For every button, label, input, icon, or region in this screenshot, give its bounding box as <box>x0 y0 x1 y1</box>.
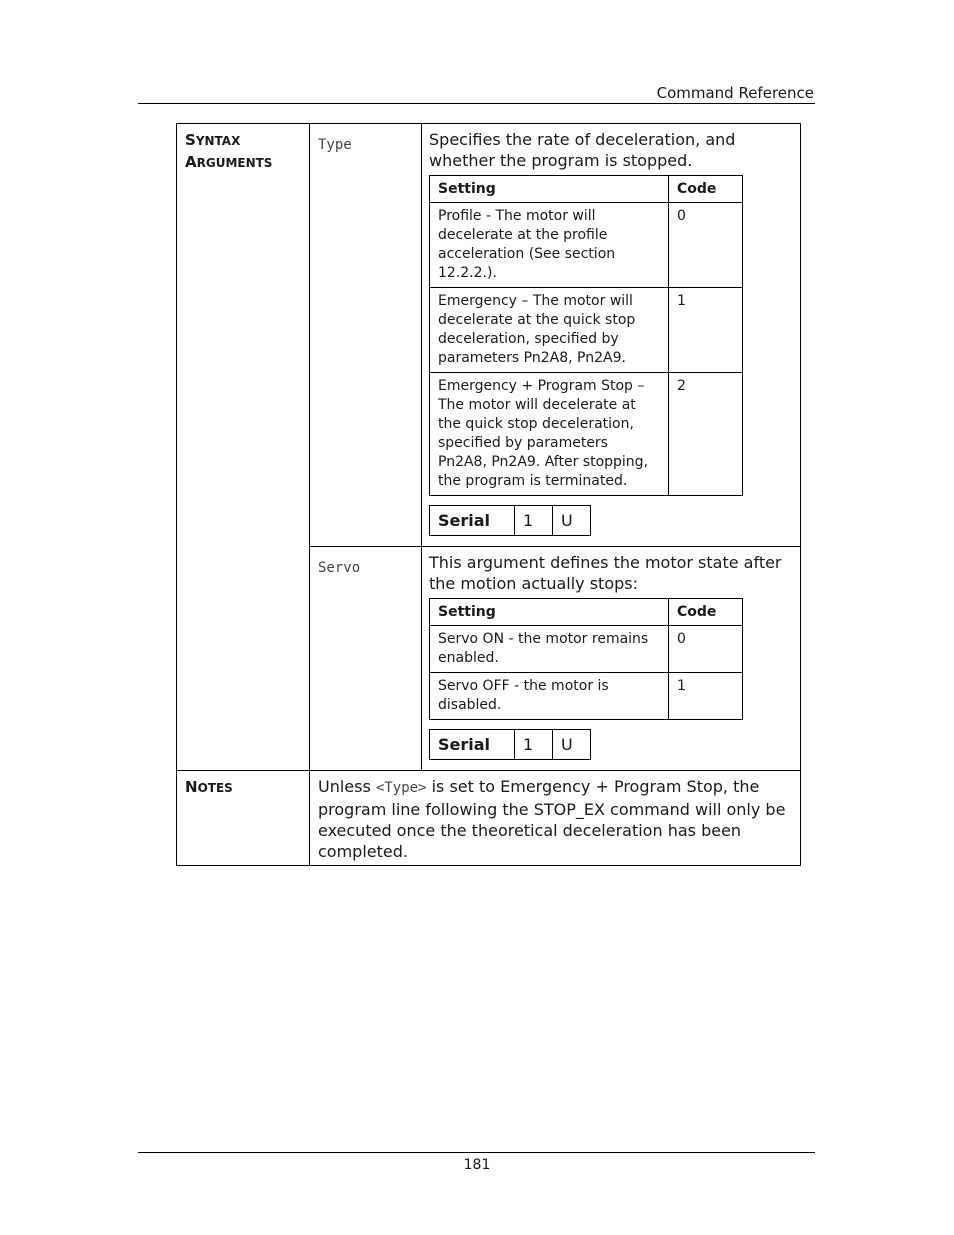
notes-row <box>177 771 801 866</box>
code-cell: 1 <box>669 288 743 373</box>
argument-description-type: Specifies the rate of deceleration, and whether the program is stopped. <box>429 130 736 170</box>
syntax-arguments-label-cell <box>177 124 310 771</box>
notes-label-cell <box>177 771 310 866</box>
code-cell: 0 <box>669 203 743 288</box>
serial-row <box>430 730 591 760</box>
serial-table-servo <box>429 729 591 760</box>
code-cell: 1 <box>669 673 743 720</box>
argument-name-cell <box>310 124 422 547</box>
setting-column-header: Setting <box>430 599 669 626</box>
argument-description-servo: This argument defines the motor state after the motion actually stops: <box>429 553 782 593</box>
syntax-arguments-label: SYNTAX ARGUMENTS <box>185 131 273 171</box>
settings-table-type <box>429 175 743 496</box>
serial-table-type <box>429 505 591 536</box>
argument-name-type: Type <box>318 137 352 153</box>
table-row <box>430 673 743 720</box>
serial-unit: U <box>553 506 591 536</box>
notes-text-cell <box>310 771 801 866</box>
code-column-header: Code <box>669 176 743 203</box>
setting-column-header: Setting <box>430 176 669 203</box>
serial-label: Serial <box>430 506 515 536</box>
setting-cell: Servo OFF - the motor is disabled. <box>430 673 669 720</box>
argument-row-type <box>177 124 801 547</box>
argument-name-cell <box>310 547 422 771</box>
table-row <box>430 373 743 496</box>
code-column-header: Code <box>669 599 743 626</box>
setting-cell: Servo ON - the motor remains enabled. <box>430 626 669 673</box>
setting-cell: Emergency – The motor will decelerate at the quick stop deceleration, specified by parameters Pn2A8, Pn2A9. <box>430 288 669 373</box>
argument-description-cell <box>422 124 801 547</box>
setting-cell: Profile - The motor will decelerate at the profile acceleration (See section 12.2.2.). <box>430 203 669 288</box>
argument-name-servo: Servo <box>318 560 361 576</box>
footer-rule <box>138 1152 815 1153</box>
table-row <box>430 626 743 673</box>
code-cell: 0 <box>669 626 743 673</box>
notes-label: NOTES <box>185 778 233 796</box>
serial-row <box>430 506 591 536</box>
serial-value: 1 <box>515 730 553 760</box>
serial-value: 1 <box>515 506 553 536</box>
header-rule <box>138 103 815 104</box>
settings-header-row <box>430 599 743 626</box>
table-row <box>430 288 743 373</box>
argument-description-cell <box>422 547 801 771</box>
page-number: 181 <box>463 1157 491 1173</box>
notes-text: Unless <Type> is set to Emergency + Program Stop, the program line following the STOP_EX command will only be executed once the theoretical deceleration has been completed. <box>318 777 786 861</box>
table-row <box>430 203 743 288</box>
setting-cell: Emergency + Program Stop – The motor will decelerate at the quick stop deceleration, specified by parameters Pn2A8, Pn2A9. After stopping, the program is terminated. <box>430 373 669 496</box>
code-cell: 2 <box>669 373 743 496</box>
settings-table-servo <box>429 598 743 720</box>
serial-unit: U <box>553 730 591 760</box>
serial-label: Serial <box>430 730 515 760</box>
command-reference-table <box>176 123 801 866</box>
running-header: Command Reference <box>656 84 814 102</box>
settings-header-row <box>430 176 743 203</box>
notes-code-reference: <Type> <box>375 780 427 796</box>
